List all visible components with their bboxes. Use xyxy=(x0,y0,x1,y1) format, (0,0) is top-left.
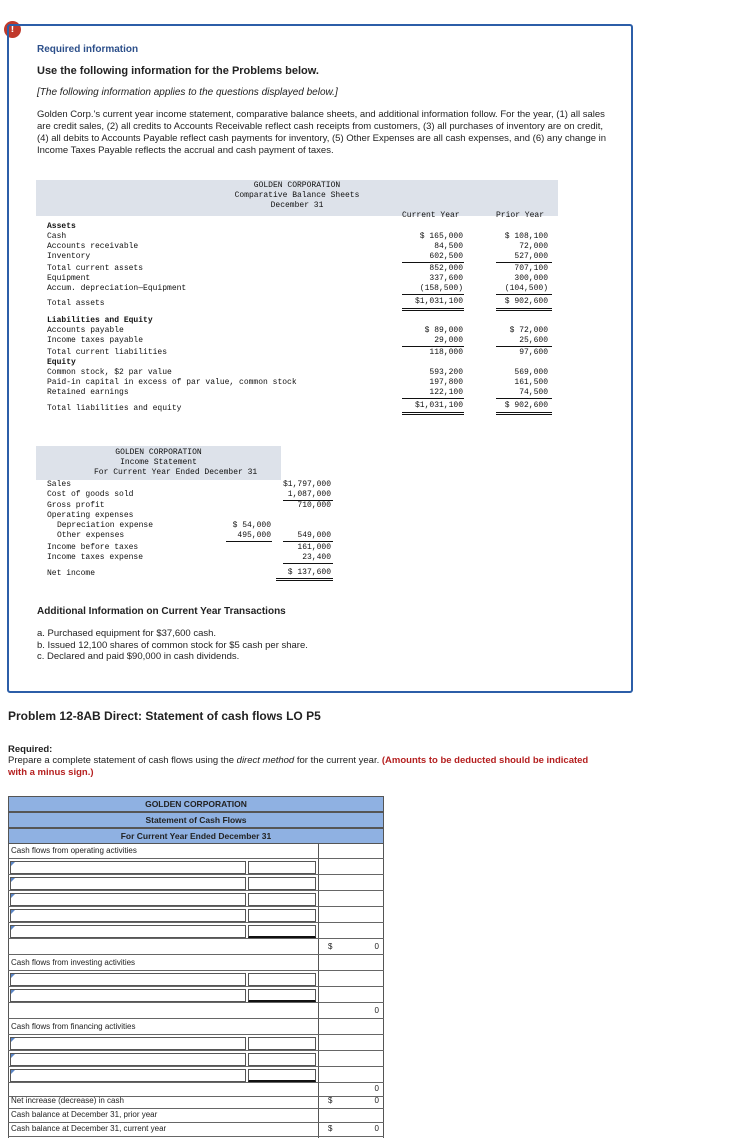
ibt-label: Income before taxes xyxy=(47,543,139,552)
required-text: Prepare a complete statement of cash flows using the xyxy=(8,755,235,766)
financing-line[interactable] xyxy=(8,1052,384,1067)
ar-prior: 72,000 xyxy=(519,242,548,251)
required-information-panel xyxy=(7,24,633,693)
liabilities-header: Liabilities and Equity xyxy=(47,316,153,325)
ar-current: 84,500 xyxy=(434,242,463,251)
current-balance-dollar: $ xyxy=(328,1124,333,1133)
operating-amount-input[interactable] xyxy=(248,877,316,890)
divider xyxy=(496,398,552,399)
inventory-label: Inventory xyxy=(47,252,91,261)
investing-desc-input[interactable] xyxy=(10,989,246,1002)
is-title: Income Statement xyxy=(120,458,197,467)
itp-prior: 25,600 xyxy=(519,336,548,345)
cash-prior: $ 108,100 xyxy=(504,232,548,241)
cash-label: Cash xyxy=(47,232,67,241)
additional-info-title: Additional Information on Current Year Transactions xyxy=(37,606,286,617)
total-assets-prior: $ 902,600 xyxy=(504,297,548,306)
tax-expense-label: Income taxes expense xyxy=(47,553,144,562)
divider xyxy=(496,294,552,295)
financing-amount-input[interactable] xyxy=(248,1053,316,1066)
divider xyxy=(496,414,552,415)
operating-desc-input[interactable] xyxy=(10,893,246,906)
accum-dep-current: (158,500) xyxy=(419,284,463,293)
equipment-current: 337,600 xyxy=(429,274,463,283)
re-current: 122,100 xyxy=(429,388,463,397)
ap-label: Accounts payable xyxy=(47,326,124,335)
divider xyxy=(402,262,464,263)
col-current-year: Current Year xyxy=(402,211,460,220)
sales-value: $1,797,000 xyxy=(282,480,331,489)
col-prior-year: Prior Year xyxy=(496,211,545,220)
prior-balance-label: Cash balance at December 31, prior year xyxy=(11,1110,158,1119)
investing-label: Cash flows from investing activities xyxy=(11,958,136,967)
required-red-note: (Amounts to be deducted should be indicated with a minus sign.) xyxy=(8,755,589,778)
sales-label: Sales xyxy=(47,480,72,489)
investing-line[interactable] xyxy=(8,972,384,987)
pic-prior: 161,500 xyxy=(514,378,548,387)
cash-current: $ 165,000 xyxy=(419,232,463,241)
current-balance-label: Cash balance at December 31, current year xyxy=(11,1124,167,1133)
inventory-prior: 527,000 xyxy=(514,252,548,261)
re-prior: 74,500 xyxy=(519,388,548,397)
financing-desc-input[interactable] xyxy=(10,1037,246,1050)
intro-paragraph: Golden Corp.'s current year income statement, comparative balance sheets, and additional information follow. For the year, (1) all sales are credit sales, (2) all credits to Accounts Receivable reflect cash receipts from customers, (3) all purchases of inventory are on credit, (4) all debits to Accounts Payable reflect cash payments for inventory, (5) Other Expenses are all cash expenses, and (6) any change in Income Taxes Payable reflects the accrual and cash payment of taxes. xyxy=(37,109,607,156)
pic-label: Paid-in capital in excess of par value, common stock xyxy=(47,378,297,387)
divider xyxy=(402,294,464,295)
divider xyxy=(402,414,464,415)
use-following-heading: Use the following information for the Problems below. xyxy=(37,65,319,77)
cogs-value: 1,087,000 xyxy=(287,490,331,499)
tca-current: 852,000 xyxy=(429,264,463,273)
operating-line[interactable] xyxy=(8,908,384,923)
bs-date: December 31 xyxy=(270,201,324,210)
total-assets-label: Total assets xyxy=(47,299,105,308)
investing-line[interactable] xyxy=(8,988,384,1003)
total-opex-value: 549,000 xyxy=(297,531,331,540)
itp-current: 29,000 xyxy=(434,336,463,345)
operating-desc-input[interactable] xyxy=(10,877,246,890)
operating-line[interactable] xyxy=(8,876,384,891)
depreciation-label: Depreciation expense xyxy=(57,521,154,530)
opex-label: Operating expenses xyxy=(47,511,134,520)
tle-prior: $ 902,600 xyxy=(504,401,548,410)
common-stock-current: 593,200 xyxy=(429,368,463,377)
cf-company: GOLDEN CORPORATION xyxy=(8,796,384,812)
comparative-balance-sheet xyxy=(36,180,558,418)
additional-item-c: c. Declared and paid $90,000 in cash dividends. xyxy=(37,651,240,662)
other-expenses-value: 495,000 xyxy=(237,531,271,540)
net-change-label: Net increase (decrease) in cash xyxy=(11,1096,124,1105)
current-balance-row xyxy=(8,1122,384,1137)
financing-line[interactable] xyxy=(8,1068,384,1083)
applies-note: [The following information applies to the questions displayed below.] xyxy=(37,87,338,98)
tca-prior: 707,100 xyxy=(514,264,548,273)
investing-total-row xyxy=(8,1004,384,1019)
divider xyxy=(283,541,333,542)
divider xyxy=(276,578,333,579)
ibt-value: 161,000 xyxy=(297,543,331,552)
ap-current: $ 89,000 xyxy=(424,326,463,335)
tle-label: Total liabilities and equity xyxy=(47,404,182,413)
divider xyxy=(226,541,272,542)
equipment-prior: 300,000 xyxy=(514,274,548,283)
ap-prior: $ 72,000 xyxy=(509,326,548,335)
divider xyxy=(496,308,552,309)
operating-label: Cash flows from operating activities xyxy=(11,846,137,855)
financing-line[interactable] xyxy=(8,1036,384,1051)
assets-header: Assets xyxy=(47,222,76,231)
depreciation-value: $ 54,000 xyxy=(232,521,271,530)
investing-amount-input[interactable] xyxy=(248,973,316,986)
other-expenses-label: Other expenses xyxy=(57,531,125,540)
additional-info-list xyxy=(37,628,308,663)
operating-total-row xyxy=(8,940,384,955)
inventory-current: 602,500 xyxy=(429,252,463,261)
required-label: Required: xyxy=(8,744,53,755)
divider xyxy=(496,346,552,347)
operating-dollar: $ xyxy=(328,942,333,951)
operating-amount-input[interactable] xyxy=(248,893,316,906)
gross-profit-value: 710,000 xyxy=(297,501,331,510)
financing-label: Cash flows from financing activities xyxy=(11,1022,136,1031)
alert-icon: ! xyxy=(4,21,21,38)
additional-item-b: b. Issued 12,100 shares of common stock for $5 cash per share. xyxy=(37,639,308,651)
is-company: GOLDEN CORPORATION xyxy=(115,448,202,457)
divider xyxy=(402,310,464,311)
net-income-value: $ 137,600 xyxy=(287,568,331,577)
financing-desc-input[interactable] xyxy=(10,1069,246,1082)
itp-label: Income taxes payable xyxy=(47,336,144,345)
divider xyxy=(276,580,333,581)
cf-period: For Current Year Ended December 31 xyxy=(8,828,384,844)
investing-total: 0 xyxy=(374,1006,379,1015)
required-text-2: for the current year. xyxy=(296,755,380,766)
cf-title: Statement of Cash Flows xyxy=(8,812,384,828)
bs-title: Comparative Balance Sheets xyxy=(234,191,360,200)
operating-amount-input[interactable] xyxy=(248,925,316,938)
gross-profit-label: Gross profit xyxy=(47,501,105,510)
divider xyxy=(283,563,333,564)
common-stock-prior: 569,000 xyxy=(514,368,548,377)
operating-section-label xyxy=(8,844,384,859)
re-label: Retained earnings xyxy=(47,388,129,397)
cogs-label: Cost of goods sold xyxy=(47,490,134,499)
divider xyxy=(402,308,464,309)
operating-desc-input[interactable] xyxy=(10,925,246,938)
investing-section-label xyxy=(8,956,384,971)
divider xyxy=(402,412,464,413)
required-instructions xyxy=(8,755,608,778)
additional-item-a: a. Purchased equipment for $37,600 cash. xyxy=(37,628,217,639)
accum-dep-prior: (104,500) xyxy=(504,284,548,293)
balance-sheet-header xyxy=(36,180,558,216)
tax-expense-value: 23,400 xyxy=(302,553,331,562)
operating-line[interactable] xyxy=(8,924,384,939)
current-balance-value: 0 xyxy=(374,1124,379,1133)
financing-amount-input[interactable] xyxy=(248,1069,316,1082)
operating-line[interactable] xyxy=(8,860,384,875)
income-statement-header xyxy=(36,446,281,480)
financing-total: 0 xyxy=(374,1084,379,1093)
ar-label: Accounts receivable xyxy=(47,242,139,251)
tcl-prior: 97,600 xyxy=(519,348,548,357)
divider xyxy=(402,398,464,399)
divider xyxy=(496,310,552,311)
problem-title: Problem 12-8AB Direct: Statement of cash flows LO P5 xyxy=(8,709,321,723)
tcl-label: Total current liabilities xyxy=(47,348,168,357)
financing-section-label xyxy=(8,1020,384,1035)
prior-balance-row xyxy=(8,1108,384,1123)
net-change-value: 0 xyxy=(374,1096,379,1105)
equity-header: Equity xyxy=(47,358,76,367)
operating-total: 0 xyxy=(374,942,379,951)
investing-amount-input[interactable] xyxy=(248,989,316,1002)
cash-flow-statement xyxy=(8,796,384,1138)
income-statement xyxy=(36,446,331,578)
total-assets-current: $1,031,100 xyxy=(414,297,463,306)
financing-amount-input[interactable] xyxy=(248,1037,316,1050)
tcl-current: 118,000 xyxy=(429,348,463,357)
is-period: For Current Year Ended December 31 xyxy=(94,468,258,477)
operating-desc-input[interactable] xyxy=(10,861,246,874)
divider xyxy=(496,262,552,263)
required-italic: direct method xyxy=(236,755,295,766)
pic-current: 197,800 xyxy=(429,378,463,387)
operating-desc-input[interactable] xyxy=(10,909,246,922)
tle-current: $1,031,100 xyxy=(414,401,463,410)
investing-desc-input[interactable] xyxy=(10,973,246,986)
common-stock-label: Common stock, $2 par value xyxy=(47,368,172,377)
accum-dep-label: Accum. depreciation—Equipment xyxy=(47,284,187,293)
divider xyxy=(496,412,552,413)
net-income-label: Net income xyxy=(47,569,96,578)
divider xyxy=(402,346,464,347)
bs-company: GOLDEN CORPORATION xyxy=(253,181,341,190)
financing-desc-input[interactable] xyxy=(10,1053,246,1066)
required-information-title: Required information xyxy=(37,44,139,55)
operating-amount-input[interactable] xyxy=(248,861,316,874)
operating-amount-input[interactable] xyxy=(248,909,316,922)
operating-line[interactable] xyxy=(8,892,384,907)
net-change-row xyxy=(8,1094,384,1109)
equipment-label: Equipment xyxy=(47,274,91,283)
net-change-dollar: $ xyxy=(328,1096,333,1105)
tca-label: Total current assets xyxy=(47,264,144,273)
